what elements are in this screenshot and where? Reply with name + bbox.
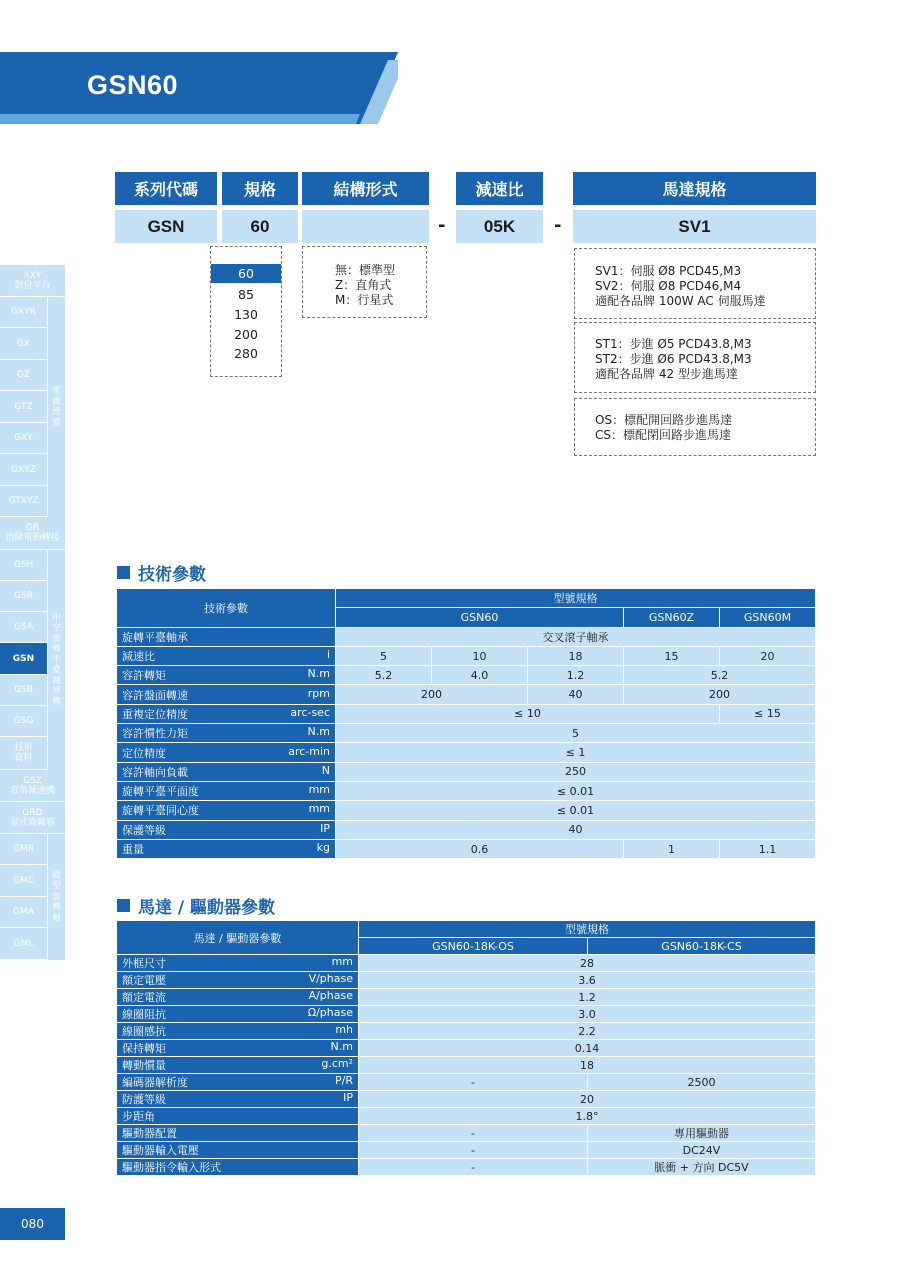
structure-option: M：行星式	[335, 293, 394, 307]
square-icon	[117, 566, 130, 579]
nav-label: GSN	[12, 653, 35, 664]
nav-item-gmr[interactable]	[0, 834, 47, 865]
page-title: GSN60	[87, 70, 179, 100]
table-header: 技術參數	[117, 589, 336, 628]
table-row: 容許盤面轉速 rpm 200 40 200	[117, 685, 816, 704]
nav-label: GML	[13, 938, 34, 949]
table-header: GSN60-18K-OS	[359, 938, 588, 955]
table-row: 重複定位精度 arc-sec ≤ 10 ≤ 15	[117, 704, 816, 723]
table-row: 保護等級 IP 40	[117, 820, 816, 839]
motor-options-stepper	[574, 322, 816, 393]
nav-label: GX	[16, 338, 31, 349]
nav-item-gz[interactable]	[0, 360, 47, 391]
nav-label: GSB	[14, 685, 33, 695]
table-header: GSN60Z	[624, 608, 720, 627]
nav-label: XXY	[23, 270, 42, 281]
nav-item-gr[interactable]	[0, 517, 65, 550]
nav-item-xxy[interactable]	[0, 265, 65, 297]
motor-section-title: 馬達 / 驅動器參數	[117, 893, 275, 918]
nav-label: GMC	[12, 875, 35, 886]
nav-item-gxyr[interactable]	[0, 297, 47, 328]
nav-item-grd[interactable]	[0, 802, 65, 834]
table-row: 驅動器配置 - 專用驅動器	[117, 1125, 816, 1142]
table-row: 線圈感抗 mh 2.2	[117, 1023, 816, 1040]
table-row: 驅動器指令輸入形式 - 脈衝 + 方向 DC5V	[117, 1159, 816, 1176]
nav-sublabel: 星式齒輪箱	[9, 817, 55, 828]
nav-label: GMR	[13, 844, 34, 854]
motor-option: OS：標配開回路步進馬達	[595, 413, 733, 427]
table-row: 重量 kg 0.6 1 1.1	[117, 839, 816, 858]
nav-item-gx[interactable]	[0, 328, 47, 360]
motor-table	[116, 920, 816, 1176]
motor-options-loop	[574, 398, 816, 456]
nav-item-gma[interactable]	[0, 897, 47, 928]
structure-option: 無：標準型	[335, 263, 396, 277]
nav-item-gsz[interactable]	[0, 770, 65, 802]
structure-options-box	[302, 246, 427, 318]
page-number: 080	[0, 1208, 65, 1240]
table-header: 馬達 / 驅動器參數	[117, 921, 359, 955]
table-row: 步距角 1.8°	[117, 1108, 816, 1125]
code-value-ratio: 05K	[456, 210, 543, 243]
nav-category-2: 中 空 旋 轉 平 臺 減 速 機	[48, 550, 65, 770]
table-row: 驅動器輸入電壓 - DC24V	[117, 1142, 816, 1159]
table-row: 容許軸向負載 N 250	[117, 762, 816, 781]
nav-label: GSR	[14, 591, 33, 601]
nav-item-gsn[interactable]	[0, 643, 47, 675]
nav-item-gxyz[interactable]	[0, 454, 47, 486]
table-row: 轉動慣量 g.cm² 18	[117, 1057, 816, 1074]
size-option: 60	[211, 264, 281, 283]
table-row: 定位精度 arc-min ≤ 1	[117, 743, 816, 762]
motor-option: 適配各品牌 100W AC 伺服馬達	[595, 294, 766, 308]
table-row: 旋轉平臺同心度 mm ≤ 0.01	[117, 801, 816, 820]
motor-option: SV1：伺服 Ø8 PCD45,M3	[595, 264, 742, 278]
nav-item-gsg[interactable]	[0, 706, 47, 737]
code-value-size: 60	[222, 210, 298, 243]
motor-option: 適配各品牌 42 型步進馬達	[595, 367, 738, 381]
structure-option: Z：直角式	[335, 278, 392, 292]
table-header: 型號規格	[359, 921, 816, 938]
code-value-series: GSN	[115, 210, 217, 243]
nav-item-gsa[interactable]	[0, 612, 47, 643]
size-option: 280	[234, 346, 258, 361]
nav-category-1: 電 動 滑 臺	[48, 297, 65, 517]
header-banner	[0, 52, 398, 124]
table-header: GSN60	[336, 608, 624, 627]
code-header-structure: 結構形式	[302, 172, 429, 205]
nav-category-3: 微 型 旋 轉 軸	[48, 834, 65, 960]
size-options-box	[210, 246, 282, 377]
table-header: 型號規格	[336, 589, 816, 608]
table-row: 防護等級 IP 20	[117, 1091, 816, 1108]
table-row: 額定電壓 V/phase 3.6	[117, 972, 816, 989]
nav-label: GSH	[13, 560, 34, 570]
code-separator: -	[438, 215, 446, 236]
nav-label: GRD	[22, 807, 43, 818]
motor-option: SV2：伺服 Ø8 PCD46,M4	[595, 279, 742, 293]
nav-label: 技術	[14, 743, 33, 753]
table-row: 容許慣性力矩 N.m 5	[117, 724, 816, 743]
nav-label: GR	[25, 523, 40, 533]
nav-label: GMA	[13, 907, 34, 917]
nav-label: GXYZ	[11, 464, 36, 475]
nav-item-tech-data[interactable]	[0, 737, 47, 770]
nav-sublabel: 資料	[14, 753, 33, 763]
nav-item-gxy[interactable]	[0, 423, 47, 454]
table-row: 旋轉平臺軸承 交叉滾子軸承	[117, 627, 816, 646]
motor-option: ST1：步進 Ø5 PCD43.8,M3	[595, 337, 752, 351]
nav-sublabel: 直角減速機	[9, 785, 55, 796]
nav-item-gsh[interactable]	[0, 550, 47, 581]
tech-section-title: 技術參數	[117, 560, 206, 585]
code-header-size: 規格	[222, 172, 298, 205]
size-option: 200	[234, 327, 258, 342]
nav-item-gtz[interactable]	[0, 391, 47, 423]
motor-option: CS：標配閉回路步進馬達	[595, 428, 731, 442]
table-row: 額定電流 A/phase 1.2	[117, 989, 816, 1006]
table-row: 線圈阻抗 Ω/phase 3.0	[117, 1006, 816, 1023]
nav-item-gmc[interactable]	[0, 865, 47, 897]
nav-item-gtxyz[interactable]	[0, 486, 47, 517]
nav-item-gsb[interactable]	[0, 675, 47, 706]
nav-sublabel: 對位平台	[14, 280, 51, 291]
table-header: GSN60M	[720, 608, 816, 627]
nav-item-gsr[interactable]	[0, 581, 47, 612]
code-header-motor: 馬達規格	[573, 172, 816, 205]
nav-label: GXY	[14, 433, 33, 443]
code-separator: -	[554, 215, 562, 236]
nav-label: GSZ	[23, 775, 42, 786]
nav-item-gml[interactable]	[0, 928, 47, 960]
table-row: 編碼器解析度 P/R - 2500	[117, 1074, 816, 1091]
table-row: 外框尺寸 mm 28	[117, 955, 816, 972]
table-row: 減速比 i 5 10 18 15 20	[117, 646, 816, 665]
nav-label: GSG	[13, 716, 34, 726]
code-header-series: 系列代碼	[115, 172, 217, 205]
nav-label: GTZ	[14, 401, 33, 412]
code-value-structure	[302, 210, 429, 243]
tech-table	[116, 588, 816, 859]
nav-sublabel: 消除電動轉接	[5, 533, 60, 543]
nav-label: GXYR	[11, 307, 36, 317]
nav-label: GTXYZ	[8, 496, 39, 506]
table-row: 旋轉平臺平面度 mm ≤ 0.01	[117, 781, 816, 800]
code-value-motor: SV1	[573, 210, 816, 243]
motor-options-servo	[574, 248, 816, 319]
size-option: 130	[234, 307, 258, 322]
table-header: GSN60-18K-CS	[588, 938, 816, 955]
nav-label: GZ	[16, 370, 31, 380]
nav-label: GSA	[13, 622, 33, 632]
code-header-ratio: 減速比	[456, 172, 543, 205]
size-option: 85	[238, 287, 254, 302]
table-row: 容許轉矩 N.m 5.2 4.0 1.2 5.2	[117, 666, 816, 685]
table-row: 保持轉矩 N.m 0.14	[117, 1040, 816, 1057]
motor-option: ST2：步進 Ø6 PCD43.8,M3	[595, 352, 752, 366]
square-icon	[117, 899, 130, 912]
